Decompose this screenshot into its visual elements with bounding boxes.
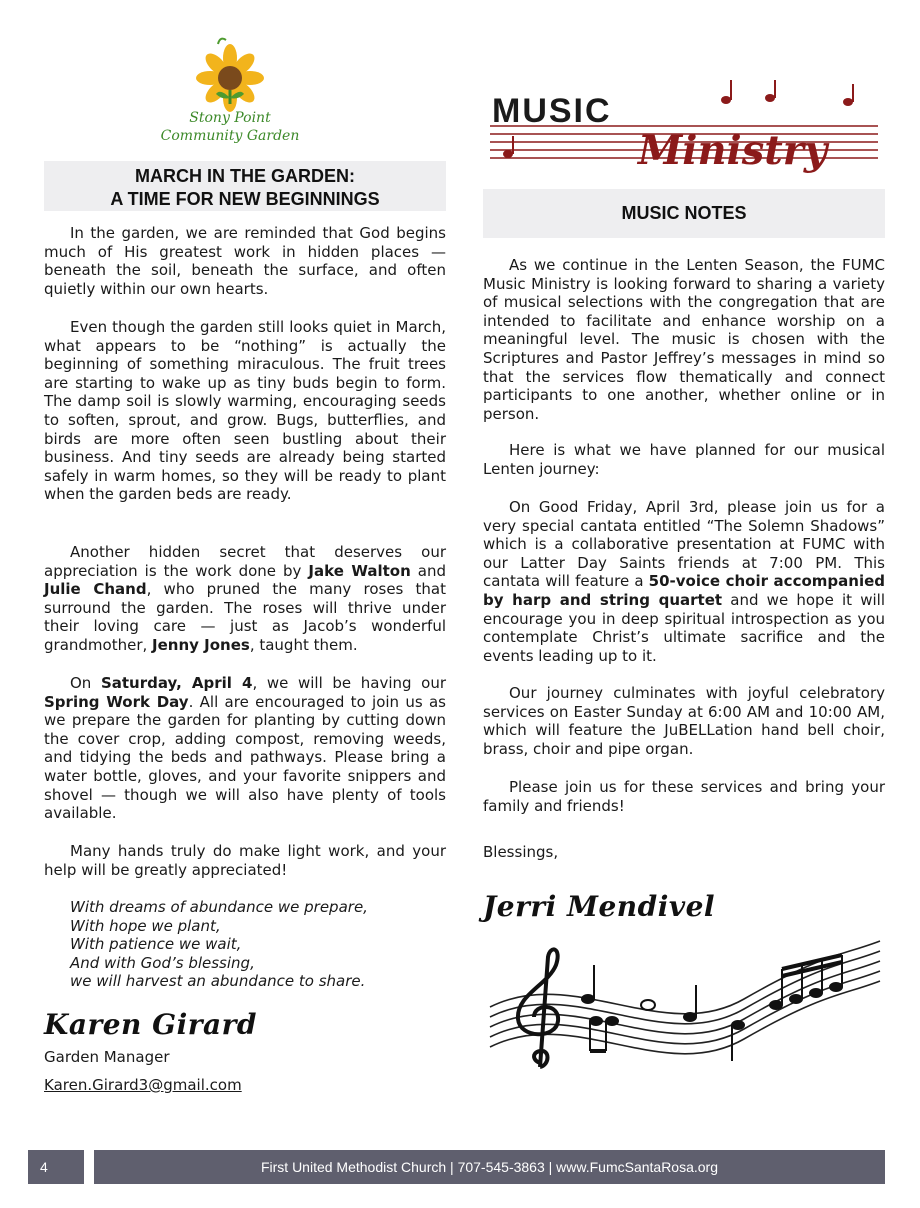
garden-p3-name3: Jenny Jones — [152, 635, 250, 654]
garden-paragraph-5 — [44, 842, 446, 879]
treble-clef-icon — [518, 949, 558, 1067]
page-number: 4 — [28, 1150, 84, 1184]
garden-p3-c: , who pruned the many roses that surround the garden. The roses will thrive under their loving care — just as Jacob’s wonderful grandmother, — [44, 580, 447, 654]
music-ministry-logo — [488, 78, 880, 178]
poem-line: we will harvest an abundance to share. — [70, 972, 366, 991]
music-closing: Blessings, — [483, 843, 559, 861]
garden-p2-text: Even though the garden still looks quiet in March, what appears to be “nothing” is actually the beginning of something miraculous. The fruit trees are starting to wake up as tiny buds begin to form. The damp soil is slowly warming, encouraging seeds to soften, sprout, and grow. Bugs, butterflies, and birds are more often seen bustling about their business. And tiny seeds are already being started safely in warm homes, so they will be ready to plant when the garden beds are ready. — [44, 318, 446, 504]
garden-heading-line2: A TIME FOR NEW BEGINNINGS — [110, 189, 380, 209]
music-paragraph-3 — [483, 498, 885, 665]
music-p3-a: On Good Friday, April 3rd, please join us for a very special cantata entitled “The Solemn Shadows” which is a collaborative presentation at FUMC with our Latter Day Saints friends at 7:00 PM. This cantata will feature a — [483, 498, 885, 591]
karen-signature: Karen Girard — [44, 1008, 257, 1041]
garden-p3-b: and — [410, 561, 446, 580]
garden-heading — [44, 161, 446, 211]
garden-manager-role: Garden Manager — [44, 1048, 170, 1066]
music-paragraph-4 — [483, 684, 885, 758]
footer-contact-bar: First United Methodist Church | 707-545-3863 | www.FumcSantaRosa.org — [94, 1150, 885, 1184]
garden-p1-text: In the garden, we are reminded that God begins much of His greatest work in hidden places — beneath the soil, beneath the surface, and often quietly within our own hearts. — [44, 224, 446, 298]
jerri-signature: Jerri Mendivel — [483, 890, 716, 923]
garden-logo-line1: Stony Point — [189, 110, 271, 126]
garden-manager-email-link[interactable]: Karen.Girard3@gmail.com — [44, 1076, 242, 1094]
garden-logo-line2: Community Garden — [160, 128, 300, 144]
garden-p4-date: Saturday, April 4 — [100, 674, 253, 692]
garden-p4-a: On — [70, 674, 101, 692]
music-p1-text: As we continue in the Lenten Season, the FUMC Music Ministry is looking forward to sharing a variety of musical selections with the congregation that are intended to facilitate and enhance worship on a meaningful level. The music is chosen with the Scriptures and Pastor Jeffrey’s messages in mind so that the services flow thematically and connect participants to one another, whether online or in person. — [483, 256, 885, 423]
music-p3-bold: 50-voice choir accompanied by harp and string quartet — [483, 572, 885, 609]
music-paragraph-1 — [483, 256, 885, 423]
poem-line: With hope we plant, — [70, 916, 221, 935]
music-p5-text: Please join us for these services and bring your family and friends! — [483, 778, 885, 815]
music-heading — [483, 189, 885, 238]
sunflower-icon — [196, 39, 264, 112]
garden-paragraph-4 — [44, 674, 446, 823]
garden-heading-line1: MARCH IN THE GARDEN: — [135, 166, 355, 186]
poem-line: And with God’s blessing, — [70, 953, 255, 972]
music-p4-text: Our journey culminates with joyful celebratory services on Easter Sunday at 6:00 AM and 10:00 AM, which will feature the JuBELLation hand bell choir, brass, choir and pipe organ. — [483, 684, 885, 758]
garden-p4-event: Spring Work Day — [44, 692, 189, 711]
music-paragraph-2 — [483, 441, 885, 478]
music-p3-b: and we hope it will encourage you in deep spiritual introspection as you contemplate Christ’s ultimate sacrifice and the events leading up to it. — [483, 590, 885, 665]
treble-clef-staff-illustration — [484, 935, 882, 1070]
garden-p3-a: Another hidden secret that deserves our appreciation is the work done by — [44, 543, 446, 580]
music-logo-word1: MUSIC — [492, 92, 612, 130]
garden-p4-b: , we will be having our — [252, 674, 447, 692]
garden-p3-name2: Julie Chand — [44, 580, 147, 599]
stony-point-garden-logo — [150, 36, 310, 148]
music-paragraph-5 — [483, 778, 885, 815]
garden-p4-c: . All are encouraged to join us as we prepare the garden for planting by cutting down the cover crop, adding compost, removing weeds, and tidying the beds and pathways. Please bring a water bottle, gloves, and your favorite snippers and shovel — though we will also have plenty of tools available. — [44, 692, 446, 823]
poem-line: With dreams of abundance we prepare, — [70, 898, 368, 916]
garden-p3-d: , taught them. — [249, 635, 358, 654]
music-logo-word2: Ministry — [638, 127, 828, 174]
garden-paragraph-1 — [44, 224, 446, 298]
garden-poem — [70, 898, 368, 991]
music-heading-text: MUSIC NOTES — [621, 203, 747, 223]
music-p2-text: Here is what we have planned for our musical Lenten journey: — [483, 441, 885, 478]
garden-paragraph-3 — [44, 543, 446, 655]
garden-p5-text: Many hands truly do make light work, and your help will be greatly appreciated! — [44, 842, 446, 879]
poem-line: With patience we wait, — [70, 935, 242, 954]
garden-paragraph-2 — [44, 318, 446, 504]
garden-p3-name1: Jake Walton — [308, 561, 411, 580]
